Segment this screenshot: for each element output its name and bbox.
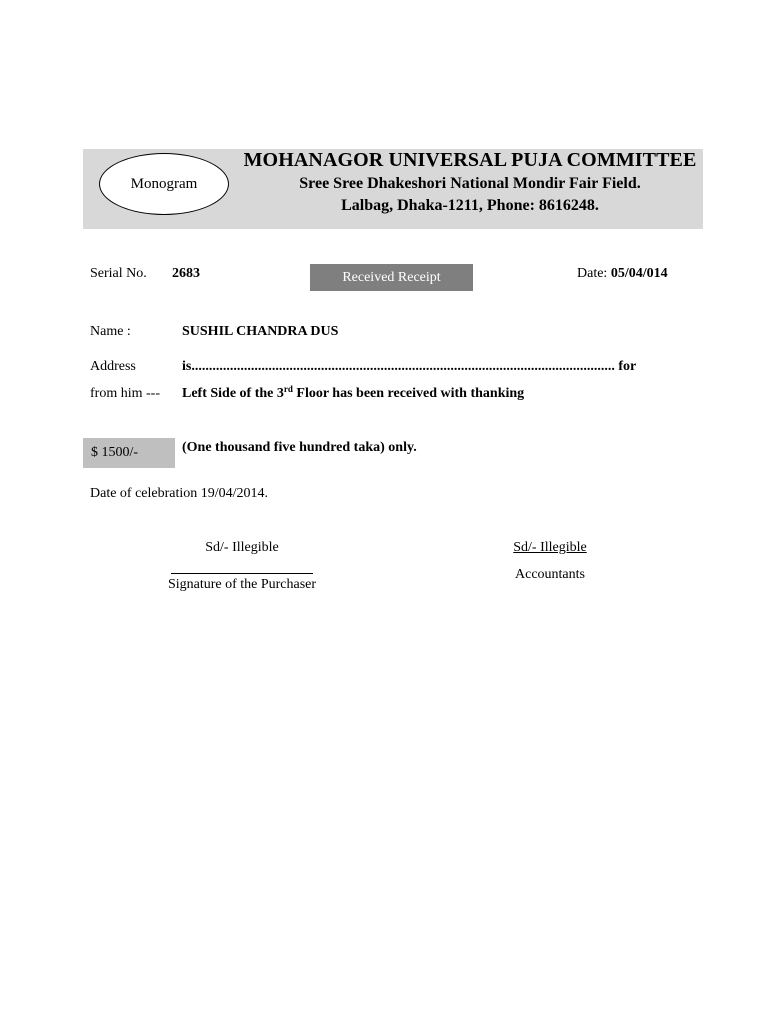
monogram-label: Monogram (130, 175, 198, 192)
amount-value: $ 1500/- (91, 445, 139, 460)
from-label: from him --- (90, 386, 160, 401)
from-text-sup: rd (283, 384, 293, 394)
serial-value: 2683 (172, 266, 200, 281)
accountant-sign: Sd/- Illegible (513, 540, 587, 555)
purchaser-sign: Sd/- Illegible (205, 540, 279, 555)
amount-words: (One thousand five hundred taka) only. (182, 440, 417, 455)
purchaser-signature-line (171, 573, 313, 574)
from-text-post: Floor has been received with thanking (292, 386, 525, 401)
receipt-title: Received Receipt (342, 269, 441, 285)
accountant-label: Accountants (515, 567, 585, 582)
date-row (577, 266, 668, 282)
amount-box (83, 438, 175, 468)
org-address-line1: Sree Sree Dhakeshori National Mondir Fair Field. (299, 175, 641, 192)
org-name: MOHANAGOR UNIVERSAL PUJA COMMITTEE (243, 149, 697, 171)
purchaser-label: Signature of the Purchaser (167, 577, 317, 592)
date-value: 05/04/014 (610, 266, 668, 281)
date-label: Date: (577, 266, 608, 281)
name-label: Name : (90, 324, 131, 339)
receipt-title-badge (310, 264, 473, 291)
from-text-pre: Left Side of the 3 (182, 386, 284, 401)
address-label: Address (90, 359, 136, 374)
address-value: is......................................................................................................................... for (182, 359, 637, 374)
monogram-logo (99, 153, 229, 215)
celebration-date: Date of celebration 19/04/2014. (90, 486, 269, 501)
name-value: SUSHIL CHANDRA DUS (182, 324, 339, 339)
from-text (182, 386, 524, 402)
org-address-line2: Lalbag, Dhaka-1211, Phone: 8616248. (341, 197, 599, 214)
serial-label: Serial No. (90, 266, 147, 281)
